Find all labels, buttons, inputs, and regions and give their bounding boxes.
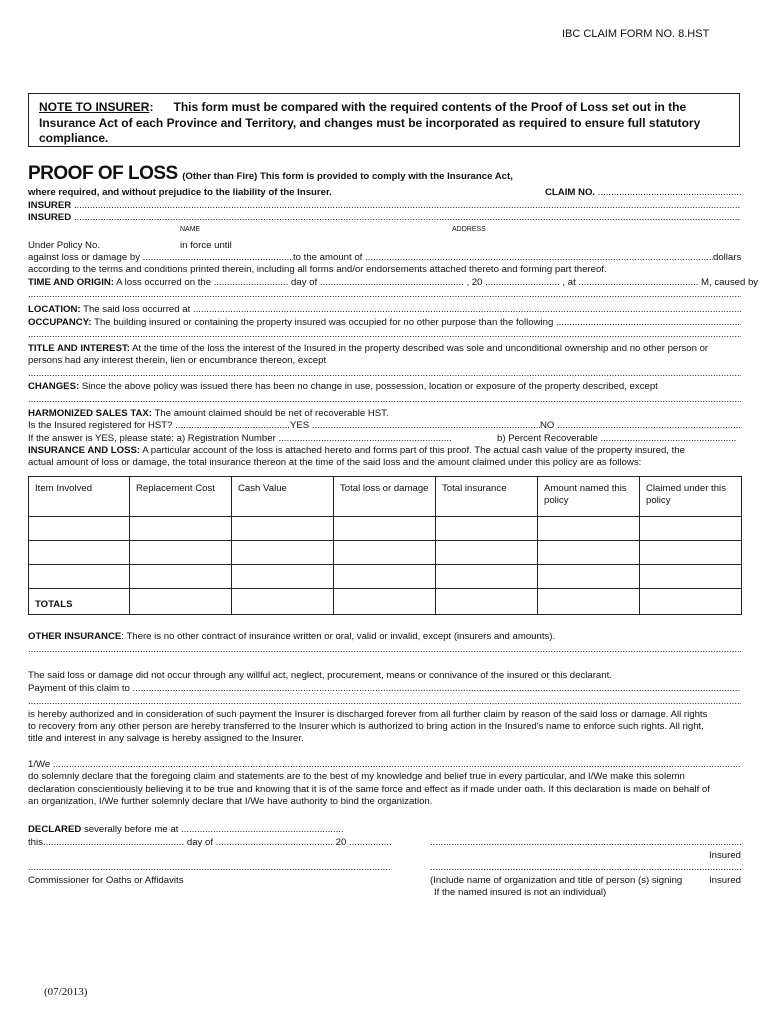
table-cell[interactable] xyxy=(334,565,436,589)
under-policy-label: Under Policy No. xyxy=(28,240,100,251)
table-cell[interactable] xyxy=(640,589,742,615)
table-cell[interactable] xyxy=(232,541,334,565)
table-header-row xyxy=(29,477,742,517)
title-sub2: where required, and without prejudice to the liability of the Insurer. xyxy=(28,187,332,198)
table-cell[interactable] xyxy=(436,541,538,565)
table-row[interactable] xyxy=(29,565,742,589)
table-cell[interactable] xyxy=(334,517,436,541)
totals-row xyxy=(29,589,742,615)
title-interest-text2: persons had any interest therein, lien or encumbrance thereon, except xyxy=(28,355,327,366)
other-insurance-text: OTHER INSURANCE: There is no other contract of insurance written or oral, valid or invalid, except (insurers and amounts). xyxy=(28,631,556,642)
totals-label: TOTALS xyxy=(29,589,130,615)
declare-line-2: declaration conscientiously believing it to be true and knowing that it is of the same force and effect as if made under oath. If this declaration is made on behalf of xyxy=(28,784,710,795)
note-colon: : xyxy=(149,100,154,114)
note-text: This form must be compared with the required contents of the Proof of Loss set out in the Insurance Act of each Province and Territory, and changes must be incorporated as required to ensure full statutory compliance. xyxy=(39,100,701,145)
table-cell[interactable] xyxy=(640,517,742,541)
time-origin-row: TIME AND ORIGIN: A loss occurred on the ............................ day of ...................................................... , 20 ............................ , at ............................................. M, caused by xyxy=(28,277,759,288)
date-code: (07/2013) xyxy=(44,986,88,998)
table-cell[interactable] xyxy=(538,589,640,615)
commissioner-signature-line[interactable] xyxy=(28,862,390,874)
wilful-text: The said loss or damage did not occur through any willful act, neglect, procurement, means or connivance of the insured or this declarant. xyxy=(28,670,612,681)
claim-no-field[interactable]: CLAIM NO. ..... xyxy=(545,187,741,199)
hst-text: HARMONIZED SALES TAX: The amount claimed should be net of recoverable HST. xyxy=(28,408,389,419)
changes-text: CHANGES: Since the above policy was issued there has been no change in use, possession, location or exposure of the property described, except xyxy=(28,381,658,392)
header-total-loss: Total loss or damage xyxy=(334,477,436,517)
table-row[interactable] xyxy=(29,541,742,565)
table-cell[interactable] xyxy=(232,589,334,615)
title-interest-text: TITLE AND INTEREST: At the time of the loss the interest of the Insured in the property described was sole and unconditional ownership and no other person or xyxy=(28,343,709,354)
table-cell[interactable] xyxy=(640,565,742,589)
name-label: NAME xyxy=(180,226,201,233)
authorized-line-3: title and interest in any salvage is hereby assigned to the Insurer. xyxy=(28,733,304,744)
insurance-loss-text2: actual amount of loss or damage, the total insurance thereon at the time of the said loss and the amount claimed under this policy are as follows: xyxy=(28,457,642,468)
title-main: PROOF OF LOSS xyxy=(28,163,178,184)
note-label: NOTE TO INSURER xyxy=(39,100,150,114)
authorized-line-2: to recovery from any other person are hereby transferred to the Insurer which is authorized to bring action in the Insured's name to enforce such rights. All right, xyxy=(28,721,704,732)
insured-field[interactable]: INSURED ..... xyxy=(28,212,741,224)
table-cell[interactable] xyxy=(29,517,130,541)
table-cell[interactable] xyxy=(130,517,232,541)
table-cell[interactable] xyxy=(436,517,538,541)
occupancy-line[interactable] xyxy=(28,329,741,341)
table-cell[interactable] xyxy=(130,589,232,615)
table-cell[interactable] xyxy=(334,589,436,615)
include-note: (Include name of organization and title of person (s) signing xyxy=(430,875,683,886)
commissioner-label: Commissioner for Oaths or Affidavits xyxy=(28,875,184,886)
table-cell[interactable] xyxy=(29,541,130,565)
percent-recoverable-field[interactable]: b) Percent Recoverable ..... xyxy=(497,433,737,445)
address-label: ADDRESS xyxy=(452,226,486,233)
header-claimed: Claimed under this policy xyxy=(640,477,742,517)
table-cell[interactable] xyxy=(538,517,640,541)
table-cell[interactable] xyxy=(130,565,232,589)
loss-table xyxy=(28,476,742,615)
changes-line[interactable] xyxy=(28,394,741,406)
header-replacement-cost: Replacement Cost xyxy=(130,477,232,517)
table-cell[interactable] xyxy=(29,565,130,589)
title-interest-line[interactable] xyxy=(28,368,741,380)
insured-signature-line-2[interactable] xyxy=(430,862,741,874)
note-to-insurer-box xyxy=(28,93,740,147)
occupancy-field[interactable]: OCCUPANCY: The building insured or containing the property insured was occupied for no other purpose than the following ..... xyxy=(28,317,741,329)
header-cash-value: Cash Value xyxy=(232,477,334,517)
insured-label: Insured xyxy=(709,850,741,861)
iwe-field[interactable]: 1/We ..... xyxy=(28,759,741,771)
cause-line[interactable] xyxy=(28,289,741,301)
payment-field[interactable]: Payment of this claim to ..... xyxy=(28,683,741,695)
header-amount-named: Amount named this policy xyxy=(538,477,640,517)
header-total-insurance: Total insurance xyxy=(436,477,538,517)
title-sub: (Other than Fire) This form is provided to comply with the Insurance Act, xyxy=(182,171,513,182)
dollars-label: dollars xyxy=(713,252,742,263)
table-cell[interactable] xyxy=(640,541,742,565)
insurance-loss-text: INSURANCE AND LOSS: A particular account of the loss is attached hereto and forms part of this proof. The actual cash value of the property insured, the xyxy=(28,445,685,456)
other-insurance-line[interactable] xyxy=(28,644,741,656)
declared-at-field[interactable]: DECLARED severally before me at ..... xyxy=(28,824,344,836)
hst-yes-field[interactable]: YES ..... xyxy=(290,420,540,432)
insurer-field[interactable]: INSURER ..... xyxy=(28,200,741,212)
insured-label-2: Insured xyxy=(709,875,741,886)
according-text: according to the terms and conditions printed therein, including all forms and/or endorsements attached thereto and forming part thereof. xyxy=(28,264,607,275)
table-cell[interactable] xyxy=(130,541,232,565)
declare-line-3: an organization, I/We further solemnly declare that I/We have authority to bind the organization. xyxy=(28,796,433,807)
table-cell[interactable] xyxy=(436,589,538,615)
table-cell[interactable] xyxy=(538,541,640,565)
in-force-label: in force until xyxy=(180,240,232,251)
registration-number-field[interactable]: If the answer is YES, please state: a) Registration Number ..... xyxy=(28,433,452,445)
page-title xyxy=(28,163,513,185)
table-cell[interactable] xyxy=(232,565,334,589)
location-field[interactable]: LOCATION: The said loss occurred at ..... xyxy=(28,304,741,316)
table-cell[interactable] xyxy=(436,565,538,589)
amount-field[interactable]: to the amount of ..... xyxy=(293,252,713,264)
table-cell[interactable] xyxy=(538,565,640,589)
hst-registered-label: Is the Insured registered for HST? ..... xyxy=(28,420,290,432)
header-item-involved: Item Involved xyxy=(29,477,130,517)
this-day-row[interactable]: this..................................................... day of ............................................ 20 ................ xyxy=(28,837,392,848)
authorized-line-1: is hereby authorized and in consideration of such payment the Insurer is discharged forever from all further claim by reason of the said loss or damage. All rights xyxy=(28,709,708,720)
payment-line[interactable] xyxy=(28,696,741,708)
table-cell[interactable] xyxy=(334,541,436,565)
loss-by-field[interactable]: against loss or damage by ..... xyxy=(28,252,293,264)
insured-signature-line[interactable] xyxy=(430,837,741,849)
include-note-2: If the named insured is not an individual) xyxy=(434,887,607,898)
form-number: IBC CLAIM FORM NO. 8.HST xyxy=(562,28,710,40)
hst-no-field[interactable]: NO ..... xyxy=(540,420,741,432)
declare-line-1: do solemnly declare that the foregoing claim and statements are to the best of my knowledge and belief true in every particular, and I/We make this solemn xyxy=(28,771,685,782)
table-cell[interactable] xyxy=(232,517,334,541)
table-row[interactable] xyxy=(29,517,742,541)
